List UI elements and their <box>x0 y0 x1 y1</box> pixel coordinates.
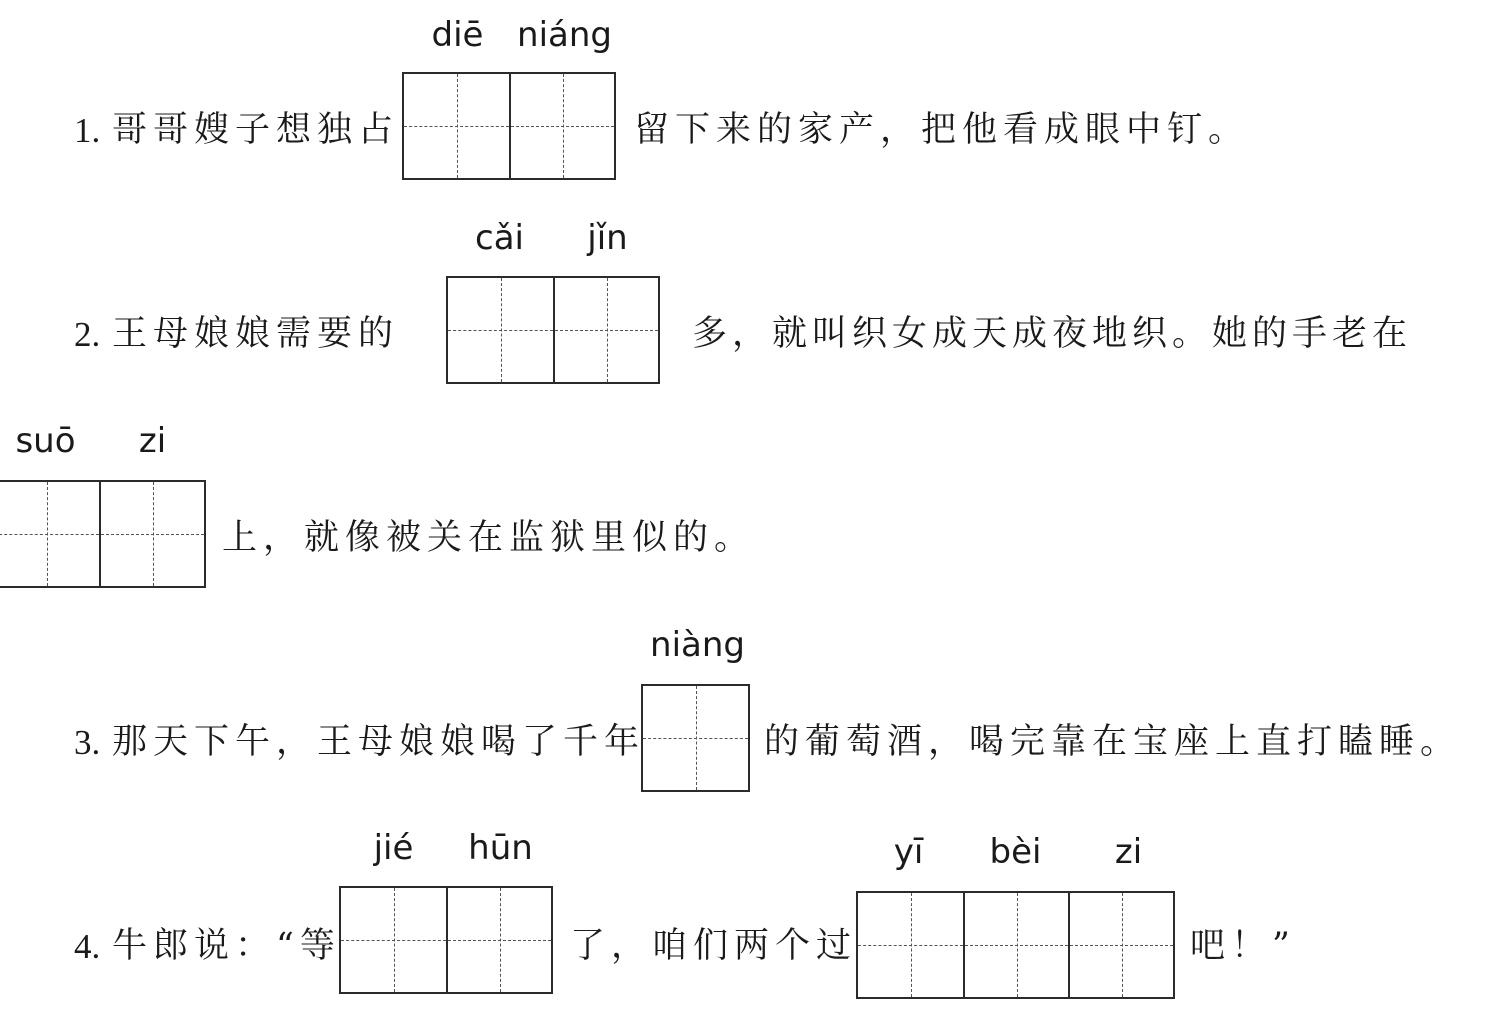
answer-cell[interactable] <box>963 893 1068 997</box>
answer-grid[interactable] <box>339 886 553 994</box>
pinyin-label: niàng <box>650 625 745 665</box>
pinyin-label: jǐn <box>587 218 628 258</box>
pinyin-label: yī <box>893 832 924 872</box>
answer-cell[interactable] <box>99 482 204 586</box>
pinyin-label: cǎi <box>475 218 524 258</box>
answer-cell[interactable] <box>448 278 553 382</box>
question-text-after: 上，就像被关在监狱里似的。 <box>222 518 756 558</box>
question-number: 3. <box>74 723 101 762</box>
question-text-before: 哥哥嫂子想独占 <box>112 110 400 150</box>
answer-cell[interactable] <box>404 74 509 178</box>
answer-cell[interactable] <box>341 888 446 992</box>
answer-cell[interactable] <box>1068 893 1173 997</box>
question-text-before: 王母娘娘需要的 <box>112 314 400 354</box>
answer-grid[interactable] <box>402 72 616 180</box>
question-text-before: 牛郎说：“等 <box>112 926 341 966</box>
pinyin-label: hūn <box>468 828 533 868</box>
question-text-middle: 了，咱们两个过 <box>570 926 858 966</box>
answer-cell[interactable] <box>858 893 963 997</box>
pinyin-label: suō <box>15 421 76 461</box>
answer-grid[interactable] <box>0 480 206 588</box>
question-text-middle: 多，就叫织女成天成夜地织。她的手老在 <box>692 314 1413 354</box>
question-number: 4. <box>74 927 101 966</box>
answer-cell[interactable] <box>446 888 551 992</box>
question-number: 1. <box>74 111 101 150</box>
question-number: 2. <box>74 315 101 354</box>
question-text-before: 那天下午，王母娘娘喝了千年 <box>112 722 646 762</box>
answer-cell[interactable] <box>0 482 99 586</box>
pinyin-label: zi <box>1114 832 1143 872</box>
answer-grid[interactable] <box>641 684 750 792</box>
answer-cell[interactable] <box>553 278 658 382</box>
answer-cell[interactable] <box>509 74 614 178</box>
question-text-after: 留下来的家产，把他看成眼中钉。 <box>634 110 1250 150</box>
pinyin-label: jié <box>373 828 414 868</box>
pinyin-label: diē <box>431 15 484 55</box>
answer-grid[interactable] <box>446 276 660 384</box>
pinyin-label: niáng <box>517 15 612 55</box>
answer-cell[interactable] <box>643 686 748 790</box>
pinyin-label: bèi <box>989 832 1042 872</box>
answer-grid[interactable] <box>856 891 1175 999</box>
question-text-after: 的葡萄酒，喝完靠在宝座上直打瞌睡。 <box>764 722 1462 762</box>
question-text-after: 吧！” <box>1190 926 1296 966</box>
pinyin-label: zi <box>138 421 167 461</box>
